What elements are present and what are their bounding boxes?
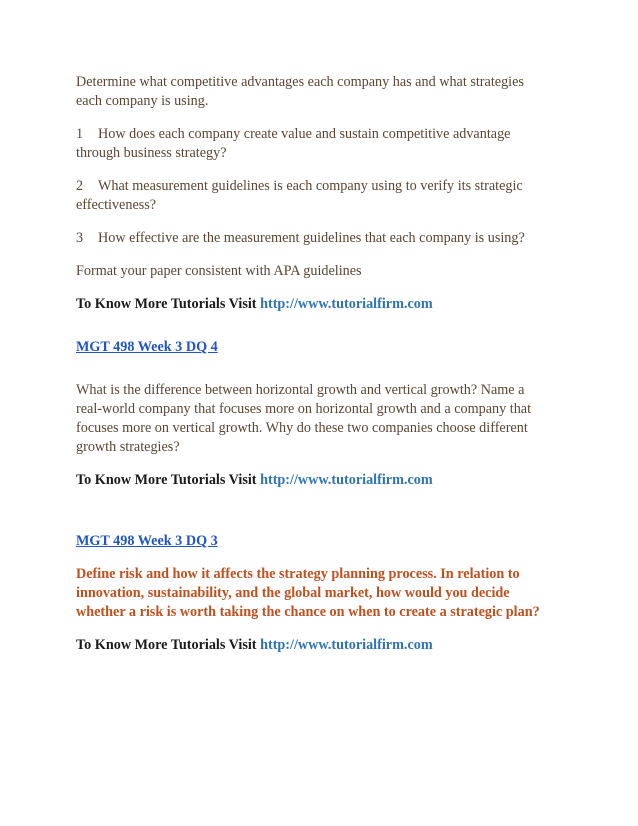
intro-line-1: Determine what competitive advantages each company has and what strategies [76, 74, 524, 90]
promo-line-2 [76, 471, 556, 490]
question-3-line-1 [76, 229, 556, 248]
question-3-number: 3 [76, 230, 84, 246]
question-2-text: What measurement guidelines is each company using to verify its strategic [98, 178, 523, 194]
question-3-text: How effective are the measurement guidelines that each company is using? [98, 230, 525, 246]
dq4-title-link[interactable]: MGT 498 Week 3 DQ 4 [76, 339, 218, 355]
promo-line-3 [76, 636, 556, 655]
dq4-line-4: growth strategies? [76, 439, 180, 455]
promo-label-2: To Know More Tutorials Visit [76, 472, 257, 488]
dq3-heading-line [76, 532, 556, 551]
question-1-line-2: through business strategy? [76, 145, 227, 161]
promo-label-1: To Know More Tutorials Visit [76, 296, 257, 312]
document-page [76, 68, 556, 655]
promo-link-3[interactable]: http://www.tutorialfirm.com [260, 637, 433, 653]
promo-link-2[interactable]: http://www.tutorialfirm.com [260, 472, 433, 488]
promo-line-1 [76, 295, 556, 314]
question-2-line-2: effectiveness? [76, 197, 157, 213]
dq4-line-1: What is the difference between horizontal growth and vertical growth? Name a [76, 382, 525, 398]
promo-label-3: To Know More Tutorials Visit [76, 637, 257, 653]
format-note: Format your paper consistent with APA guidelines [76, 263, 362, 279]
intro-line-2: each company is using. [76, 93, 209, 109]
dq3-line-3: whether a risk is worth taking the chance on when to create a strategic plan? [76, 604, 540, 620]
dq3-line-2: innovation, sustainability, and the global market, how would you decide [76, 585, 510, 601]
dq4-heading-line [76, 338, 556, 357]
question-1-text: How does each company create value and sustain competitive advantage [98, 126, 511, 142]
promo-link-1[interactable]: http://www.tutorialfirm.com [260, 296, 433, 312]
dq4-line-3: focuses more on vertical growth. Why do these two companies choose different [76, 420, 528, 436]
question-1-line-1 [76, 125, 556, 144]
question-2-number: 2 [76, 178, 84, 194]
dq3-title-link[interactable]: MGT 498 Week 3 DQ 3 [76, 533, 218, 549]
dq4-line-2: real-world company that focuses more on horizontal growth and a company that [76, 401, 532, 417]
question-1-number: 1 [76, 126, 84, 142]
dq3-line-1: Define risk and how it affects the strategy planning process. In relation to [76, 566, 520, 582]
question-2-line-1 [76, 177, 556, 196]
